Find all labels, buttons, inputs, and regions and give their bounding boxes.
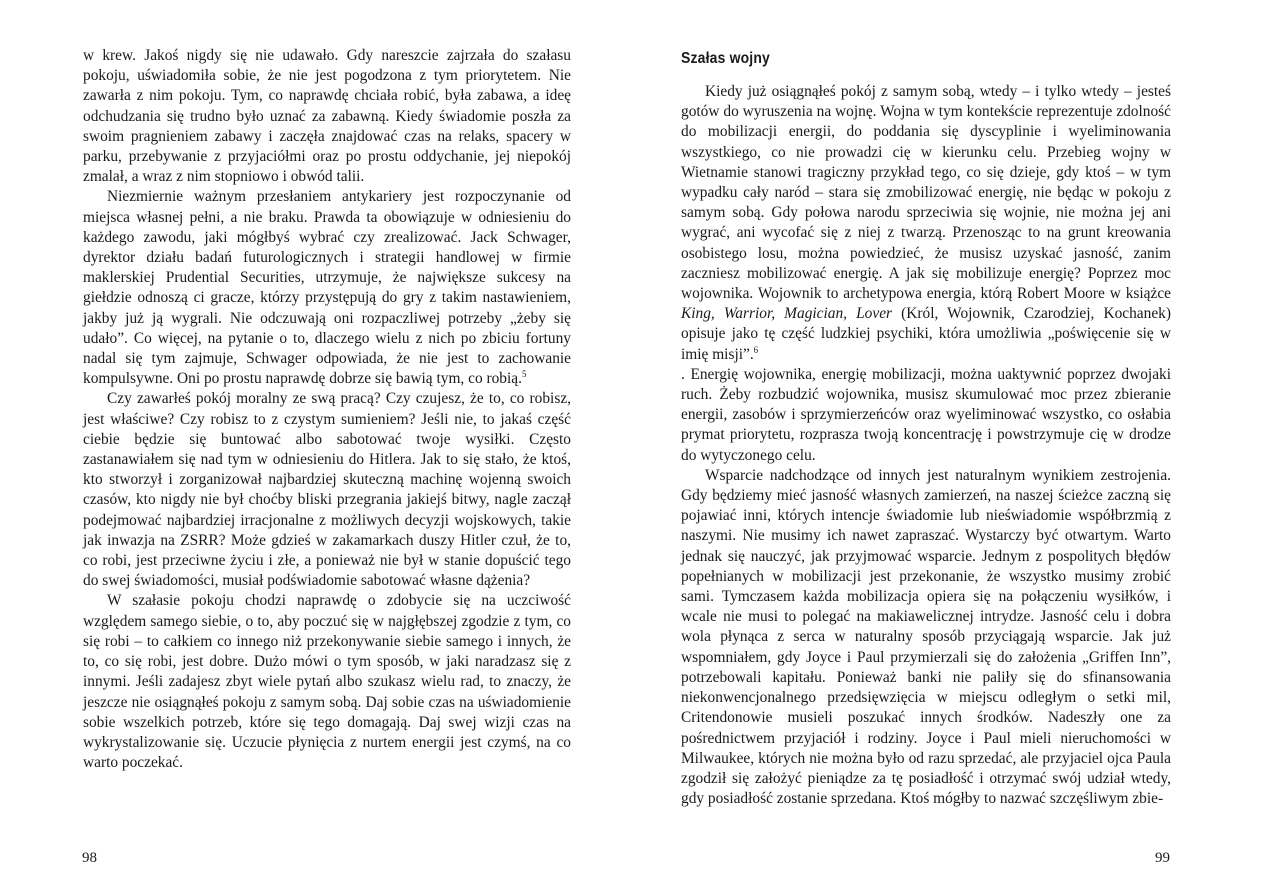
footnote-reference: 5 (521, 369, 527, 380)
footnote-reference: 6 (753, 344, 759, 355)
paragraph: Niezmiernie ważnym przesłaniem antykariery jest rozpoczynanie od miejsca własnej pełni, a nie braku. Prawda ta obowiązuje w odniesieniu do każdego zawodu, jaki mógłbyś wybrać czy zrealizować. Jack Schwager, dyrektor działu badań futurologicznych i strategii handlowej w firmie maklerskiej Prudential Securities, utrzymuje, że największe sukcesy na giełdzie odnoszą ci gracze, którzy przystępują do gry z takim nastawieniem, jakby już ją wygrali. Nie odczuwają oni rozpaczliwej potrzeby „żeby się udało”. Co więcej, na pytanie o to, dlaczego wielu z nich po zbiciu fortuny nadal się tym zajmuje, Schwager odpowiada, że nie jest to zachowanie kompulsywne. Oni po prostu naprawdę dobrze się bawią tym, co robią.$^5$ (83, 188, 571, 388)
section-heading: Szałas wojny (681, 50, 771, 67)
paragraph: Wsparcie nadchodzące od innych jest naturalnym wynikiem zestrojenia. Gdy będziemy mieć jasność własnych zamierzeń, na naszej ścieżce zaczną się pojawiać inni, których intencje świadomie lub nieświadomie współbrzmią z naszymi. Nie musimy ich nawet zapraszać. Wystarczy być otwartym. Warto jednak się nauczyć, jak przyjmować wsparcie. Jednym z pospolitych błędów popełnianych w mobilizacji jest przekonanie, że wszystko musimy zrobić sami. Tymczasem każda mobilizacja opiera się na połączeniu wysiłków, i wcale nie musi to polegać na makiawelicznej intrydze. Jasność celu i dobra wola płynąca z serca w naturalny sposób przyciągają wsparcie. Jak już wspomniałem, gdy Joyce i Paul przymierzali się do założenia „Griffen Inn”, potrzebowali kapitału. Ponieważ banki nie paliły się do sfinansowania niekonwencjonalnego przedsięwzięcia w miejscu odległym o setki mil, Critendonowie musieli poszukać innych środków. Nadeszły one za pośrednictwem przyjaciół i rodziny. Joyce i Paul mieli nieruchomości w Milwaukee, których nie można było od razu sprzedać, ale przyjaciel ojca Paula zgodził się założyć pieniądze za tę posiadłość i otrzymać swój udział wtedy, gdy posiadłość zostanie sprzedana. Ktoś mógłby to nazwać szczęśliwym zbie- (681, 466, 1171, 808)
paragraph: Kiedy już osiągnąłeś pokój z samym sobą, wtedy – i tylko wtedy – jesteś gotów do wyruszenia na wojnę. Wojna w tym kontekście reprezentuje zdolność do mobilizacji energii, do poddania się dyscyplinie i wyeliminowania wszystkiego, co nie prowadzi cię w kierunku celu. Przebieg wojny w Wietnamie stanowi tragiczny przykład tego, co się dzieje, gdy ktoś – w tym wypadku cały naród – stara się zmobilizować energię, nie będąc w pokoju z samym sobą. Gdy połowa narodu sprzeciwia się wojnie, nie można jej ani wygrać, ani wycofać się z niej z twarzą. Przenosząc to na grunt kreowania osobistego losu, można powiedzieć, że musisz uzyskać jasność, zanim zaczniesz mobilizować energię. A jak się mobilizuje energię? Poprzez moc wojownika. Wojownik to archetypowa energia, którą Robert Moore w książce King, Warrior, Magician, Lover (Król, Wojownik, Czarodziej, Kochanek) opisuje jako tę część ludzkiej psychiki, która umożliwia „poświęcenie się w imię misji”.$^6$ (681, 83, 1171, 363)
page-number: 99 (1155, 850, 1170, 866)
paragraph: Czy zawarłeś pokój moralny ze swą pracą? Czy czujesz, że to, co robisz, jest właściwe? Czy robisz to z czystym sumieniem? Jeśli nie, to jakaś część ciebie będzie się buntować albo sabotować twoje wysiłki. Często zastanawiałem się nad tym w odniesieniu do Hitlera. Jak to się stało, że ktoś, kto stworzył i zorganizował najbardziej skuteczną machinę wojenną swoich czasów, kto nigdy nie był choćby bliski przegrania jakiejś bitwy, nagle zaczął podejmować najbardziej irracjonalne z możliwych decyzji wojskowych, takie jak inwazja na ZSRR? Może gdzieś w zakamarkach duszy Hitler czuł, że to, co robi, jest przeciwne życiu i złe, a ponieważ nie był w stanie dopuścić tego do swej świadomości, musiał podświadomie sabotować własne dążenia? (83, 390, 571, 590)
book-title: King, Warrior, Magician, Lover (681, 305, 893, 323)
left-page-body (83, 46, 571, 773)
paragraph: w krew. Jakoś nigdy się nie udawało. Gdy nareszcie zajrzała do szałasu pokoju, uświadomiła sobie, że nie jest pogodzona z tym priorytetem. Nie zawarła z nim pokoju. Tym, co naprawdę chciała robić, była zabawa, a ideę odchudzania się trudno było uznać za zabawną. Kiedy świadomie poszła za swoim pragnieniem zabawy i zaczęła znajdować czas na relaks, spacery w parku, przebywanie z przyjaciółmi oraz po prostu oddychanie, jej niepokój zmalał, a wraz z nim stopniowo i obwód talii. (83, 47, 571, 186)
left-page (0, 0, 631, 893)
page-number: 98 (82, 850, 97, 866)
paragraph: . Energię wojownika, energię mobilizacji, można uaktywnić poprzez dwojaki ruch. Żeby rozbudzić wojownika, musisz skumulować moc przez zbieranie energii, zasobów i sprzymierzeńców oraz wyeliminować wszystko, co osłabia prymat priorytetu, rozprasza twoją koncentrację i powstrzymuje cię w drodze do wytyczonego celu. (681, 365, 1171, 464)
paragraph: W szałasie pokoju chodzi naprawdę o zdobycie się na uczciwość względem samego siebie, o to, aby poczuć się w najgłębszej zgodzie z tym, co się robi – to całkiem co innego niż przekonywanie siebie samego i innych, że to, co się robi, jest dobre. Dużo mówi o tym sposób, w jaki naradzasz się z innymi. Jeśli zadajesz zbyt wiele pytań albo szukasz wielu rad, to znaczy, że jeszcze nie osiągnąłeś pokoju z samym sobą. Daj sobie czas na uświadomienie sobie wszelkich potrzeb, które się tego domagają. Daj swej wizji czas na wykrystalizowanie się. Uczucie płynięcia z nurtem energii jest czymś, na co warto poczekać. (83, 592, 571, 772)
right-page (631, 0, 1263, 893)
right-page-body (681, 82, 1171, 809)
